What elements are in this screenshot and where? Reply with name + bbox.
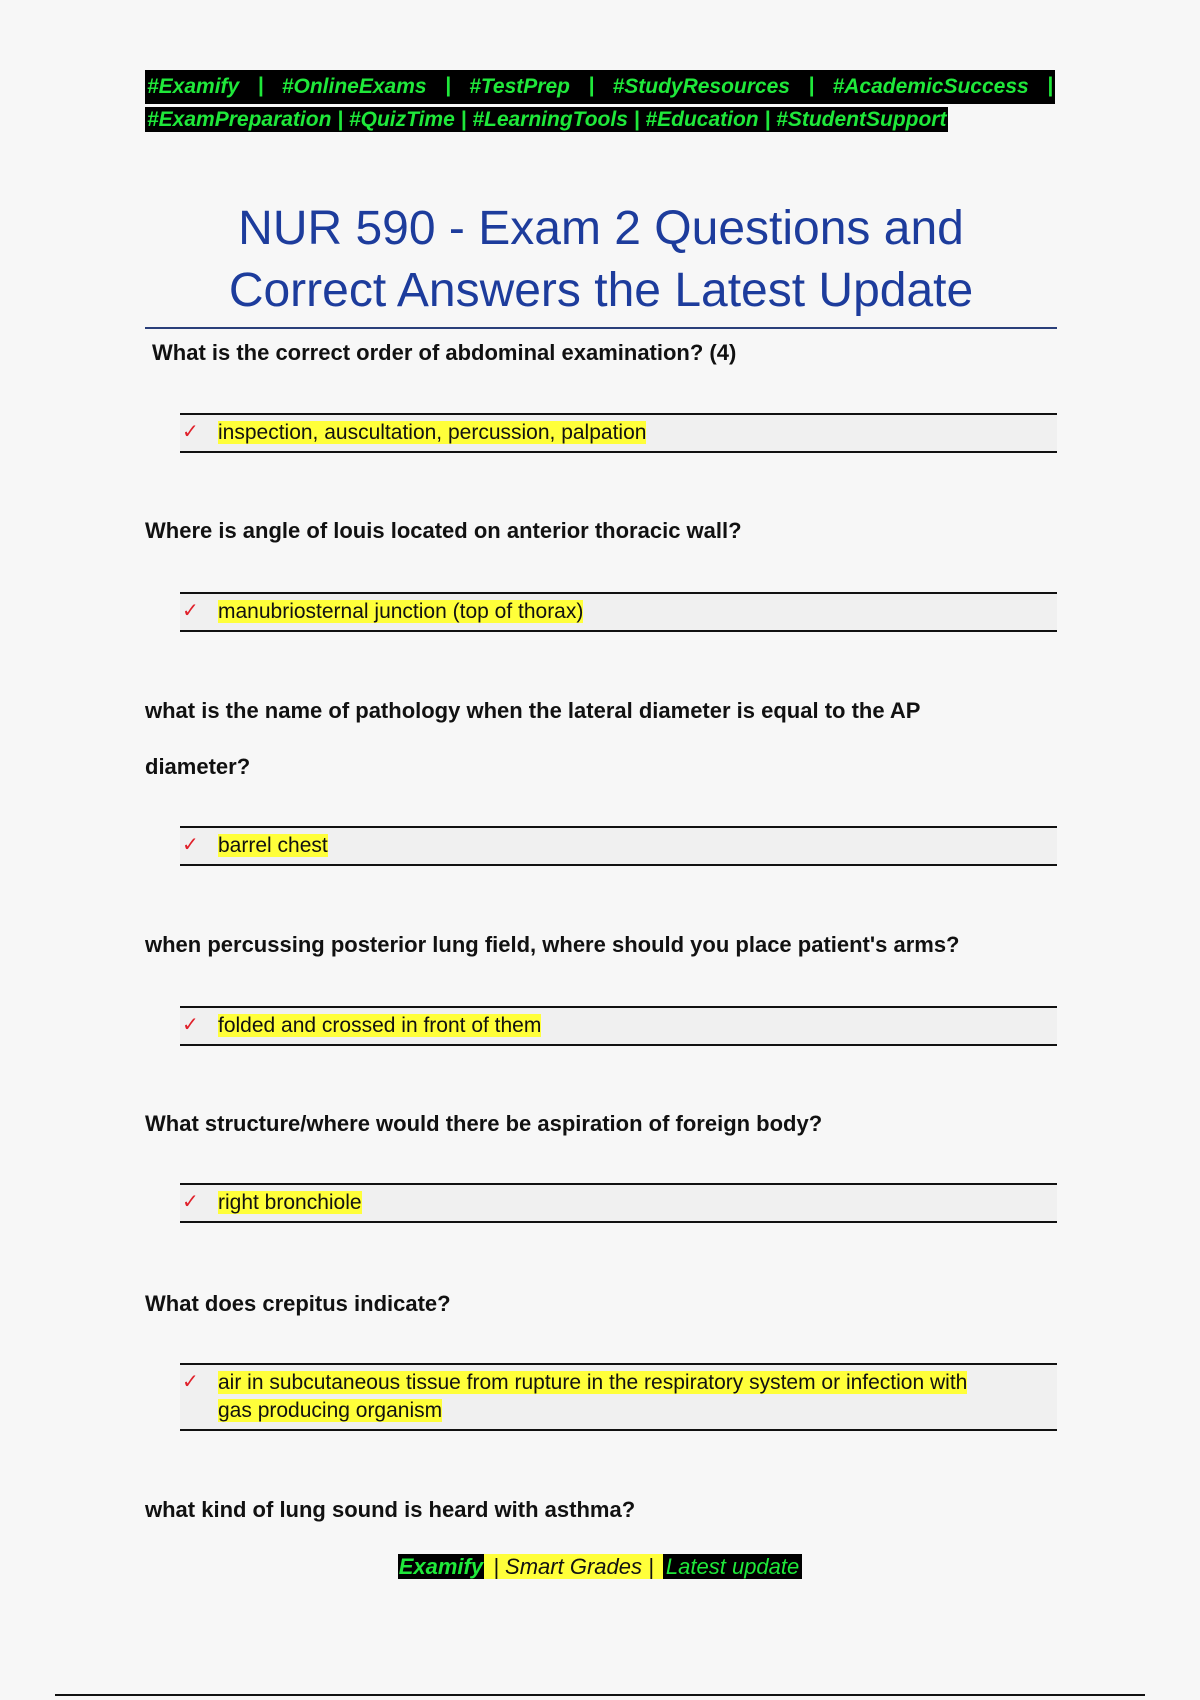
question-text: What is the correct order of abdominal examination? (4) — [152, 340, 737, 365]
qa-item — [145, 1096, 1057, 1214]
hashtag-row: #ExamPreparation | #QuizTime | #LearningTools | #Education | #StudentSupport — [147, 108, 947, 131]
qa-item — [145, 503, 1057, 623]
answer-box — [180, 1006, 1057, 1046]
footer-latest: Latest update — [663, 1554, 802, 1579]
question-text: What structure/where would there be aspiration of foreign body? — [145, 1111, 823, 1136]
hashtag: #AcademicSuccess — [833, 70, 1029, 104]
hashtag-line-2 — [145, 104, 1055, 136]
check-icon: ✓ — [182, 1014, 199, 1036]
question-text-continued: diameter? — [145, 754, 251, 779]
hashtag-separator: | — [444, 74, 451, 97]
answer-box — [180, 1183, 1057, 1223]
check-icon: ✓ — [182, 1191, 199, 1213]
hashtag: #OnlineExams — [282, 70, 427, 104]
page-title — [145, 198, 1057, 322]
answer-box — [180, 413, 1057, 453]
question-text: what is the name of pathology when the lateral diameter is equal to the AP — [145, 698, 921, 723]
hashtag-separator: | — [808, 74, 815, 97]
question-text: what kind of lung sound is heard with asthma? — [145, 1497, 636, 1522]
check-icon: ✓ — [182, 1371, 199, 1393]
answer-box — [180, 1363, 1057, 1431]
hashtag-line-1 — [145, 70, 1055, 104]
qa-item — [145, 683, 1057, 857]
answer-text: inspection, auscultation, percussion, palpation — [218, 421, 647, 444]
hashtag-banner — [145, 70, 1055, 136]
hashtag: #TestPrep — [469, 70, 570, 104]
footer-brand: Examify — [398, 1554, 484, 1579]
qa-item — [145, 325, 1057, 444]
answer-text: folded and crossed in front of them — [218, 1014, 542, 1037]
check-icon: ✓ — [182, 834, 199, 856]
check-icon: ✓ — [182, 600, 199, 622]
footer-middle: | Smart Grades | — [484, 1554, 663, 1579]
page-bottom-divider — [55, 1694, 1145, 1696]
hashtag-separator: | — [588, 74, 595, 97]
answer-box — [180, 592, 1057, 632]
qa-item — [145, 917, 1057, 1037]
hashtag-separator: | — [257, 74, 264, 97]
hashtag: #StudyResources — [613, 70, 790, 104]
question-text: when percussing posterior lung field, where should you place patient's arms? — [145, 932, 960, 957]
check-icon: ✓ — [182, 421, 199, 443]
qa-item — [145, 1276, 1057, 1422]
answer-text: air in subcutaneous tissue from rupture in the respiratory system or infection with gas producing organism — [218, 1371, 968, 1422]
qa-item — [145, 1482, 1057, 1538]
footer-badge — [0, 1552, 1200, 1582]
question-text: Where is angle of louis located on anterior thoracic wall? — [145, 518, 742, 543]
title-line-1: NUR 590 - Exam 2 Questions and — [238, 202, 964, 255]
question-text: What does crepitus indicate? — [145, 1291, 451, 1316]
answer-text: manubriosternal junction (top of thorax) — [218, 600, 584, 623]
hashtag: #Examify — [147, 70, 239, 104]
answer-box — [180, 826, 1057, 866]
answer-text: right bronchiole — [218, 1191, 362, 1214]
title-line-2: Correct Answers the Latest Update — [228, 264, 974, 317]
answer-text: barrel chest — [218, 834, 328, 857]
hashtag-separator: | — [1047, 74, 1053, 97]
